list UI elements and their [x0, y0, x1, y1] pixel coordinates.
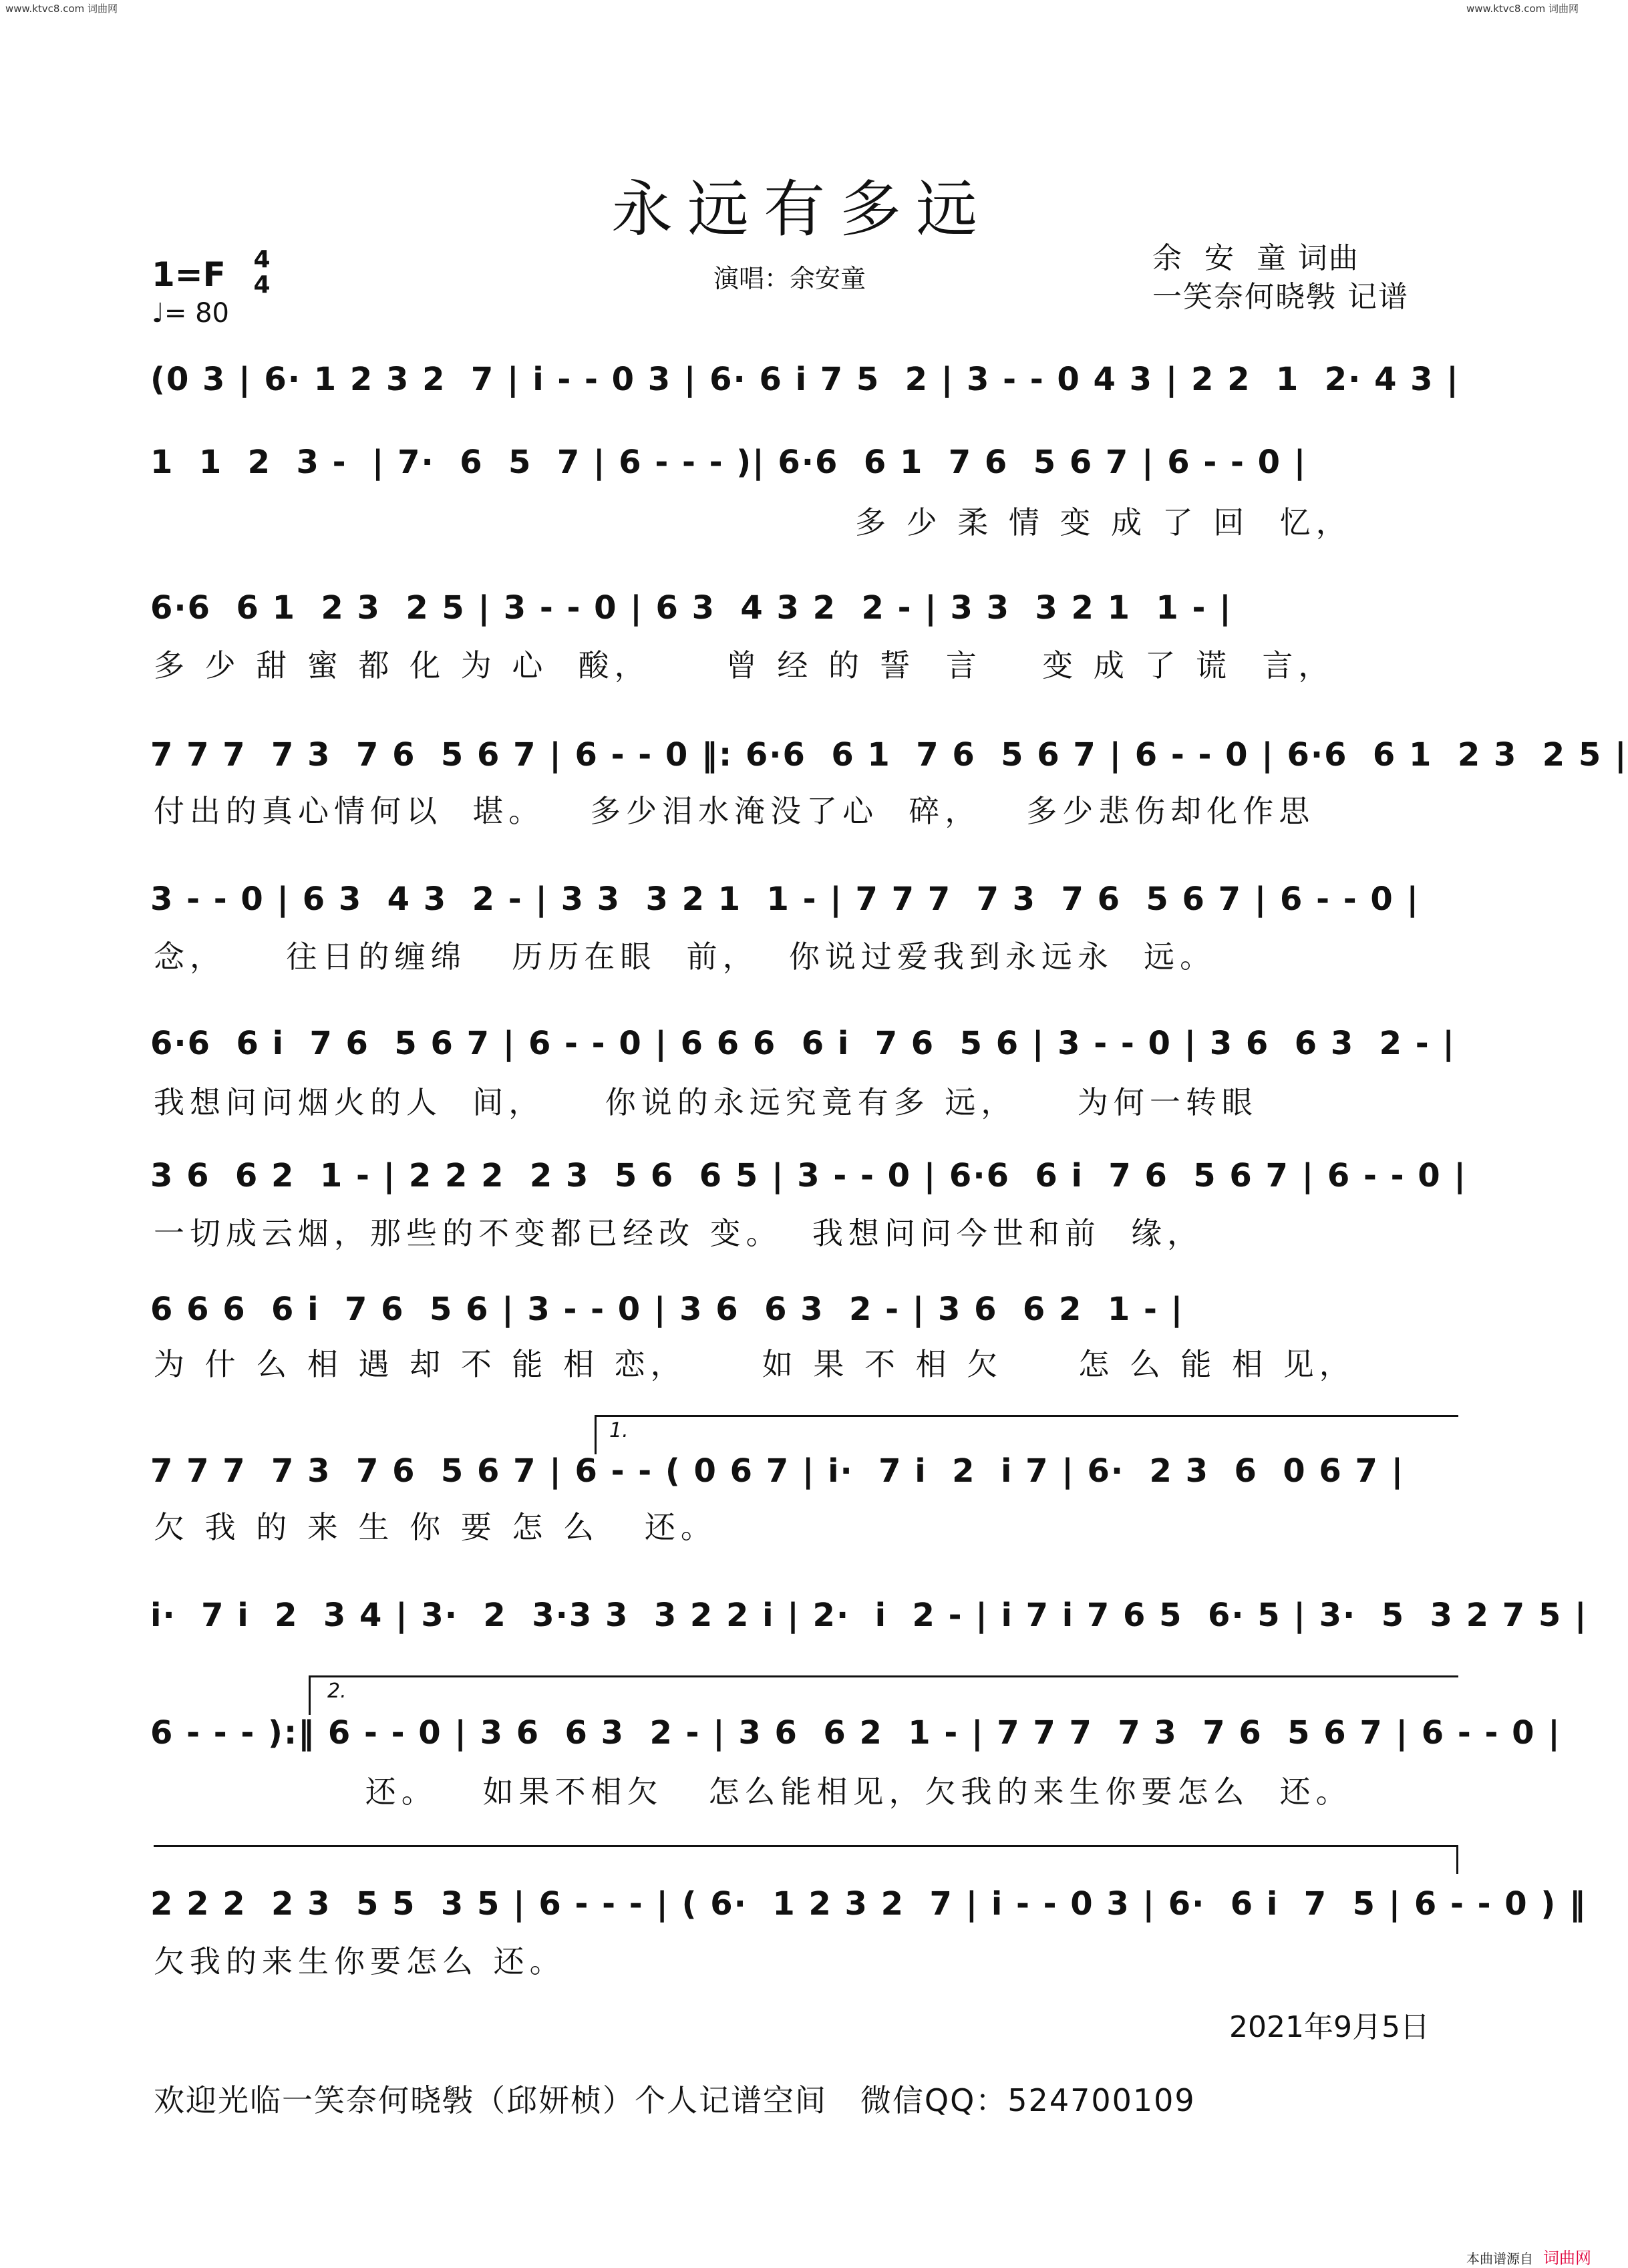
- score-row-8: 6 6 6 6 i 7 6 5 6 | 3 - - 0 | 3 6 6 3 2 - | 3 6 6 2 1 - |: [150, 1291, 1184, 1328]
- score-row-11: 6 - - - ):‖ 6 - - 0 | 3 6 6 3 2 - | 3 6 6 2 1 - | 7 7 7 7 3 7 6 5 6 7 | 6 - - 0 |: [150, 1714, 1561, 1752]
- transcriber-credit: 一笑奈何晓斅 记谱: [1152, 280, 1409, 314]
- lyric-row-2: 多 少 柔 情 变 成 了 回 忆，: [855, 504, 1352, 540]
- lyric-row-12: 欠我的来生你要怎么 还。: [154, 1943, 566, 1979]
- score-row-6: 6·6 6 i 7 6 5 6 7 | 6 - - 0 | 6 6 6 6 i 7 6 5 6 | 3 - - 0 | 3 6 6 3 2 - |: [150, 1025, 1456, 1062]
- key-signature: 1=F: [152, 255, 226, 294]
- score-row-7: 3 6 6 2 1 - | 2 2 2 2 3 5 6 6 5 | 3 - - 0 | 6·6 6 i 7 6 5 6 7 | 6 - - 0 |: [150, 1157, 1467, 1194]
- lyric-row-8: 为 什 么 相 遇 却 不 能 相 恋， 如 果 不 相 欠 怎 么 能 相 见，: [154, 1346, 1355, 1382]
- score-row-9: 7 7 7 7 3 7 6 5 6 7 | 6 - - ( 0 6 7 | i· 7 i 2 i 7 | 6· 2 3 6 0 6 7 |: [150, 1452, 1405, 1490]
- lyric-row-7: 一切成云烟，那些的不变都已经改 变。 我想问问今世和前 缘，: [154, 1215, 1204, 1251]
- lyric-row-5: 念， 往日的缠绵 历历在眼 前， 你说过爱我到永远永 远。: [154, 939, 1216, 975]
- song-title: 永远有多远: [611, 174, 992, 245]
- header-site-right: www.ktvc8.com 词曲网: [1466, 3, 1579, 15]
- lyric-row-9: 欠 我 的 来 生 你 要 怎 么 还。: [154, 1509, 717, 1545]
- score-row-1: (0 3 | 6· 1 2 3 2 7 | i - - 0 3 | 6· 6 i 7 5 2 | 3 - - 0 4 3 | 2 2 1 2· 4 3 |: [150, 361, 1460, 398]
- score-row-5: 3 - - 0 | 6 3 4 3 2 - | 3 3 3 2 1 1 - | 7 7 7 7 3 7 6 5 6 7 | 6 - - 0 |: [150, 880, 1420, 918]
- source-site-logo: 词曲网: [1543, 2249, 1591, 2267]
- header-site-left: www.ktvc8.com 词曲网: [5, 3, 118, 15]
- time-signature-bottom: 4: [253, 271, 271, 299]
- coda-bracket: [154, 1845, 1458, 1874]
- singer-credit: 演唱：余安童: [713, 264, 866, 293]
- lyric-row-3: 多 少 甜 蜜 都 化 为 心 酸， 曾 经 的 誓 言 变 成 了 谎 言，: [154, 647, 1335, 683]
- time-signature-top: 4: [253, 246, 271, 273]
- footer-welcome: 欢迎光临一笑奈何晓斅（邱妍桢）个人记谱空间 微信QQ：524700109: [154, 2082, 1196, 2118]
- volta-2-label: 2.: [327, 1679, 347, 1703]
- score-row-10: i· 7 i 2 3 4 | 3· 2 3·3 3 3 2 2 i | 2· i 2 - | i 7 i 7 6 5 6· 5 | 3· 5 3 2 7 5 |: [150, 1597, 1588, 1634]
- lyric-row-11: 还。 如果不相欠 怎么能相见，欠我的来生你要怎么 还。: [154, 1774, 1352, 1810]
- date-stamp: 2021年9月5日: [1229, 2010, 1430, 2044]
- composer-credit: 余 安 童 词曲: [1152, 241, 1359, 275]
- lyric-row-6: 我想问问烟火的人 间， 你说的永远究竟有多 远， 为何一转眼: [154, 1084, 1258, 1120]
- score-row-3: 6·6 6 1 2 3 2 5 | 3 - - 0 | 6 3 4 3 2 2 - | 3 3 3 2 1 1 - |: [150, 589, 1233, 627]
- source-note: 本曲谱源自: [1466, 2251, 1533, 2267]
- volta-1-label: 1.: [609, 1419, 629, 1442]
- score-row-2: 1 1 2 3 - | 7· 6 5 7 | 6 - - - )| 6·6 6 1 7 6 5 6 7 | 6 - - 0 |: [150, 444, 1307, 481]
- score-row-12: 2 2 2 2 3 5 5 3 5 | 6 - - - | ( 6· 1 2 3 2 7 | i - - 0 3 | 6· 6 i 7 5 | 6 - - 0 ) ‖: [150, 1885, 1587, 1923]
- tempo-marking: ♩= 80: [152, 298, 229, 329]
- lyric-row-4: 付出的真心情何以 堪。 多少泪水淹没了心 碎， 多少悲伤却化作思: [154, 793, 1315, 829]
- time-signature: [249, 247, 275, 298]
- score-row-4: 7 7 7 7 3 7 6 5 6 7 | 6 - - 0 ‖: 6·6 6 1 7 6 5 6 7 | 6 - - 0 | 6·6 6 1 2 3 2 5 |: [150, 736, 1628, 774]
